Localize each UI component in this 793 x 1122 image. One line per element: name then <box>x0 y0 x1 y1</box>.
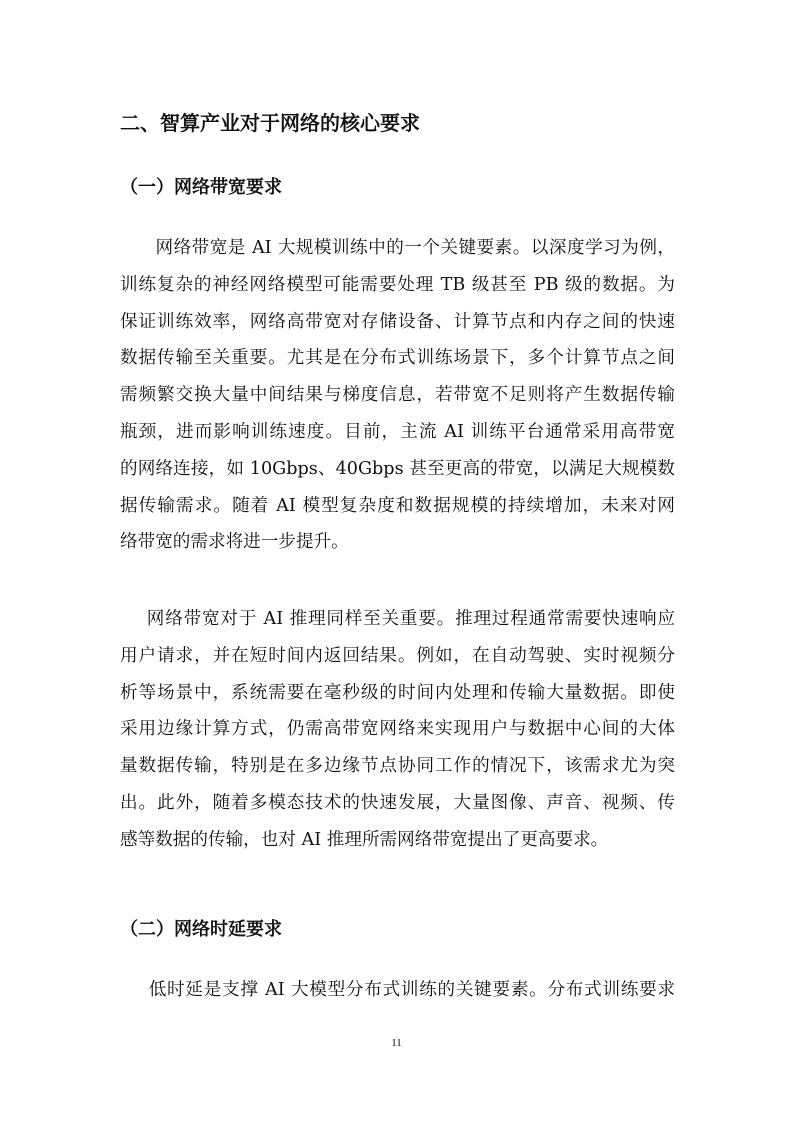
text-line: 析等场景中，系统需要在毫秒级的时间内处理和传输大量数据。即使 <box>120 682 675 703</box>
paragraph-bandwidth-training <box>120 230 675 561</box>
text-line: 保证训练效率，网络高带宽对存储设备、计算节点和内存之间的快速 <box>120 311 675 332</box>
text-line: 感等数据的传输，也对 AI 推理所需网络带宽提出了更高要求。 <box>120 829 609 850</box>
text-line: 网络带宽是 AI 大规模训练中的一个关键要素。以深度学习为例， <box>155 238 675 258</box>
text-line: 据传输需求。随着 AI 模型复杂度和数据规模的持续增加，未来对网 <box>120 495 675 516</box>
text-line: 数据传输至关重要。尤其是在分布式训练场景下，多个计算节点之间 <box>120 348 675 369</box>
text-line: 的网络连接，如 10Gbps、40Gbps 甚至更高的带宽，以满足大规模数 <box>120 458 675 479</box>
text-line: 量数据传输，特别是在多边缘节点协同工作的情况下，该需求尤为突 <box>120 756 675 777</box>
text-line: 需频繁交换大量中间结果与梯度信息，若带宽不足则将产生数据传输 <box>120 385 675 406</box>
text-line: 采用边缘计算方式，仍需高带宽网络来实现用户与数据中心间的大体 <box>120 719 675 740</box>
text-line: 网络带宽对于 AI 推理同样至关重要。推理过程通常需要快速响应 <box>146 609 675 629</box>
paragraph-bandwidth-inference <box>120 601 675 859</box>
text-line: 低时延是支撑 AI 大模型分布式训练的关键要素。分布式训练要求 <box>148 980 675 1000</box>
subsection-title-latency: （二）网络时延要求 <box>120 919 282 940</box>
text-line: 出。此外，随着多模态技术的快速发展，大量图像、声音、视频、传 <box>120 792 675 813</box>
paragraph-latency-training <box>120 972 675 1009</box>
text-line: 络带宽的需求将进一步提升。 <box>120 532 349 553</box>
section-title: 二、智算产业对于网络的核心要求 <box>120 111 420 135</box>
text-line: 瓶颈，进而影响训练速度。目前，主流 AI 训练平台通常采用高带宽 <box>120 421 675 442</box>
text-line: 训练复杂的神经网络模型可能需要处理 TB 级甚至 PB 级的数据。为 <box>120 274 675 295</box>
text-line: 用户请求，并在短时间内返回结果。例如，在自动驾驶、实时视频分 <box>120 645 675 666</box>
subsection-title-bandwidth: （一）网络带宽要求 <box>120 177 282 198</box>
page-number: 11 <box>391 1037 402 1049</box>
